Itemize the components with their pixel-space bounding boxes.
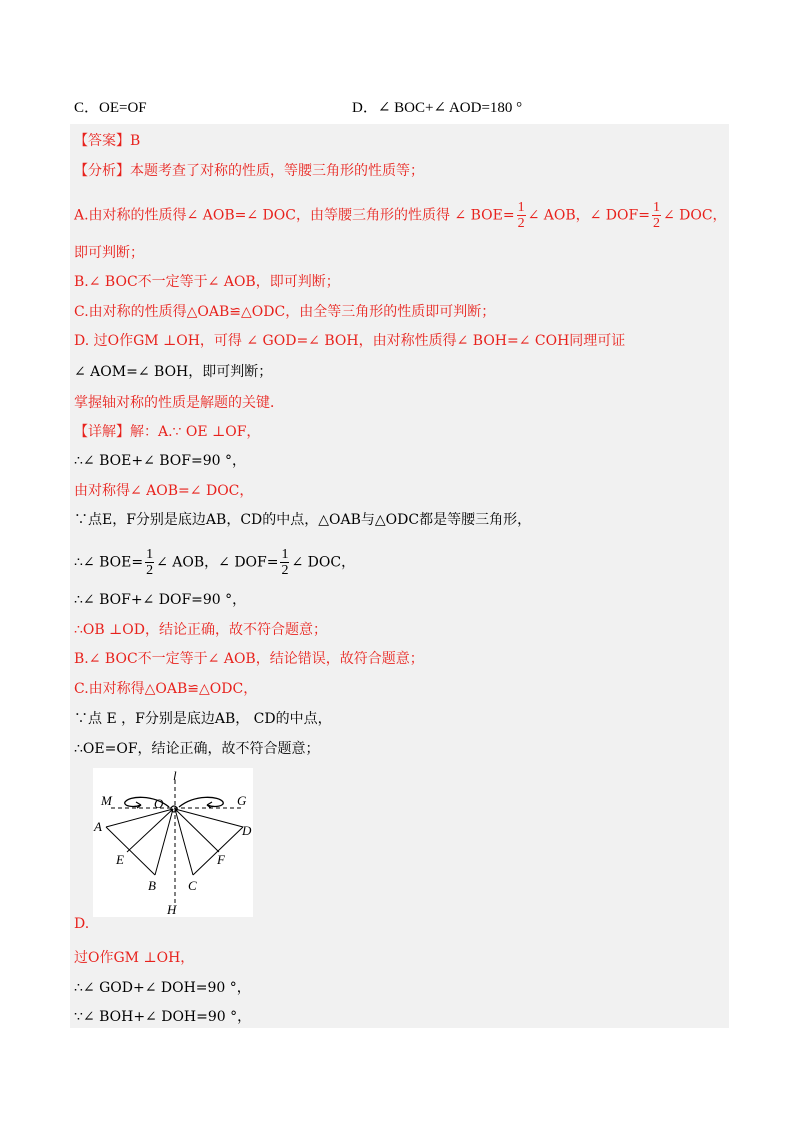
fraction-denominator: 2: [146, 563, 154, 578]
label-b: B: [148, 878, 156, 893]
label-a: A: [94, 819, 102, 834]
detail-step-4-text-1: ∴∠ BOE=: [74, 554, 144, 571]
segment-ob: [155, 809, 173, 875]
detail-step-2: 由对称得∠ AOB=∠ DOC，: [74, 483, 254, 499]
detail-step-3: ∵点E，F分别是底边AB，CD的中点，△OAB与△ODC都是等腰三角形，: [74, 512, 532, 528]
segment-oc: [175, 809, 193, 875]
geometry-figure-svg: [93, 768, 253, 917]
label-d: D: [242, 823, 252, 838]
fraction-numerator: 1: [517, 200, 525, 215]
curved-arrow-right-icon: [179, 797, 223, 807]
option-c: C．OE=OF: [74, 100, 147, 116]
analysis-a-line: [74, 200, 727, 231]
detail-step-4-text-2: ∠ AOB，∠ DOF=: [156, 554, 279, 571]
answer-line: 【答案】B: [74, 133, 141, 149]
label-e: E: [116, 852, 124, 867]
detail-step-8: C.由对称得△OAB≌△ODC，: [74, 681, 258, 697]
fraction-numerator: 1: [281, 547, 289, 562]
arrowhead-right-icon: [207, 802, 212, 808]
fraction-denominator: 2: [517, 216, 525, 231]
analysis-line: 【分析】本题考查了对称的性质，等腰三角形的性质等；: [74, 163, 424, 179]
detail-step-6: ∴OB ⊥OD，结论正确，故不符合题意；: [74, 622, 327, 638]
detail-step-1: ∴∠ BOE+∠ BOF=90 °，: [74, 453, 246, 469]
label-m: M: [101, 793, 112, 808]
geometry-figure: [93, 768, 253, 917]
label-h: H: [167, 902, 177, 917]
label-l: l: [173, 768, 177, 783]
detail-d-label: D.: [74, 916, 90, 932]
arrowhead-left-icon: [136, 802, 141, 808]
detail-d-step-2: ∴∠ GOD+∠ DOH=90 °，: [74, 980, 251, 996]
fraction-half: [280, 547, 289, 578]
analysis-c-line: C.由对称的性质得△OAB≌△ODC，由全等三角形的性质即可判断；: [74, 304, 496, 320]
label-c: C: [188, 878, 197, 893]
analysis-d-line-2: [74, 362, 272, 382]
detail-step-5: ∴∠ BOF+∠ DOF=90 °，: [74, 592, 247, 608]
answer-options: [74, 96, 734, 120]
fraction-half: [145, 547, 154, 578]
detail-step-9: ∵点 E ，F分别是底边AB， CD的中点，: [74, 711, 332, 727]
detail-step-4: [74, 547, 355, 578]
fraction-numerator: 1: [146, 547, 154, 562]
analysis-a-text-2: ∠ AOB，∠ DOF=: [527, 207, 650, 224]
segment-od: [175, 809, 243, 827]
key-point-line: 掌握轴对称的性质是解题的关键．: [74, 395, 284, 411]
analysis-b-line: B.∠ BOC不一定等于∠ AOB，即可判断；: [74, 274, 340, 290]
label-f: F: [217, 852, 225, 867]
detail-step-7: B.∠ BOC不一定等于∠ AOB，结论错误，故符合题意；: [74, 651, 424, 667]
option-d: D．∠ BOC+∠ AOD=180 °: [352, 100, 523, 116]
fraction-half: [652, 200, 661, 231]
fraction-denominator: 2: [652, 216, 660, 231]
detail-d-step-1: 过O作GM ⊥OH，: [74, 950, 195, 966]
fraction-denominator: 2: [281, 563, 289, 578]
fraction-half: [517, 200, 526, 231]
fraction-numerator: 1: [652, 200, 660, 215]
label-g: G: [237, 793, 247, 808]
segment-of: [175, 809, 219, 852]
analysis-a-text-1: A.由对称的性质得∠ AOB=∠ DOC，由等腰三角形的性质得 ∠ BOE=: [74, 207, 515, 224]
analysis-d-line: D. 过O作GM ⊥OH，可得 ∠ GOD=∠ BOH，由对称性质得∠ BOH=∠ COH同理可证: [74, 333, 626, 349]
analysis-d-text: ∠ AOM=∠ BOH，即可判断；: [74, 364, 273, 380]
detail-step-4-text-3: ∠ DOC，: [291, 554, 356, 571]
label-o: O: [154, 796, 164, 811]
detail-header-line: 【详解】解：A.∵ OE ⊥OF，: [74, 424, 261, 440]
analysis-a-text-3: ∠ DOC，: [662, 207, 727, 224]
segment-ab: [106, 827, 155, 875]
analysis-a-conclusion: 即可判断；: [74, 245, 144, 261]
detail-d-step-3: ∵∠ BOH+∠ DOH=90 °，: [74, 1009, 252, 1025]
detail-step-10: ∴OE=OF，结论正确，故不符合题意；: [74, 741, 320, 757]
